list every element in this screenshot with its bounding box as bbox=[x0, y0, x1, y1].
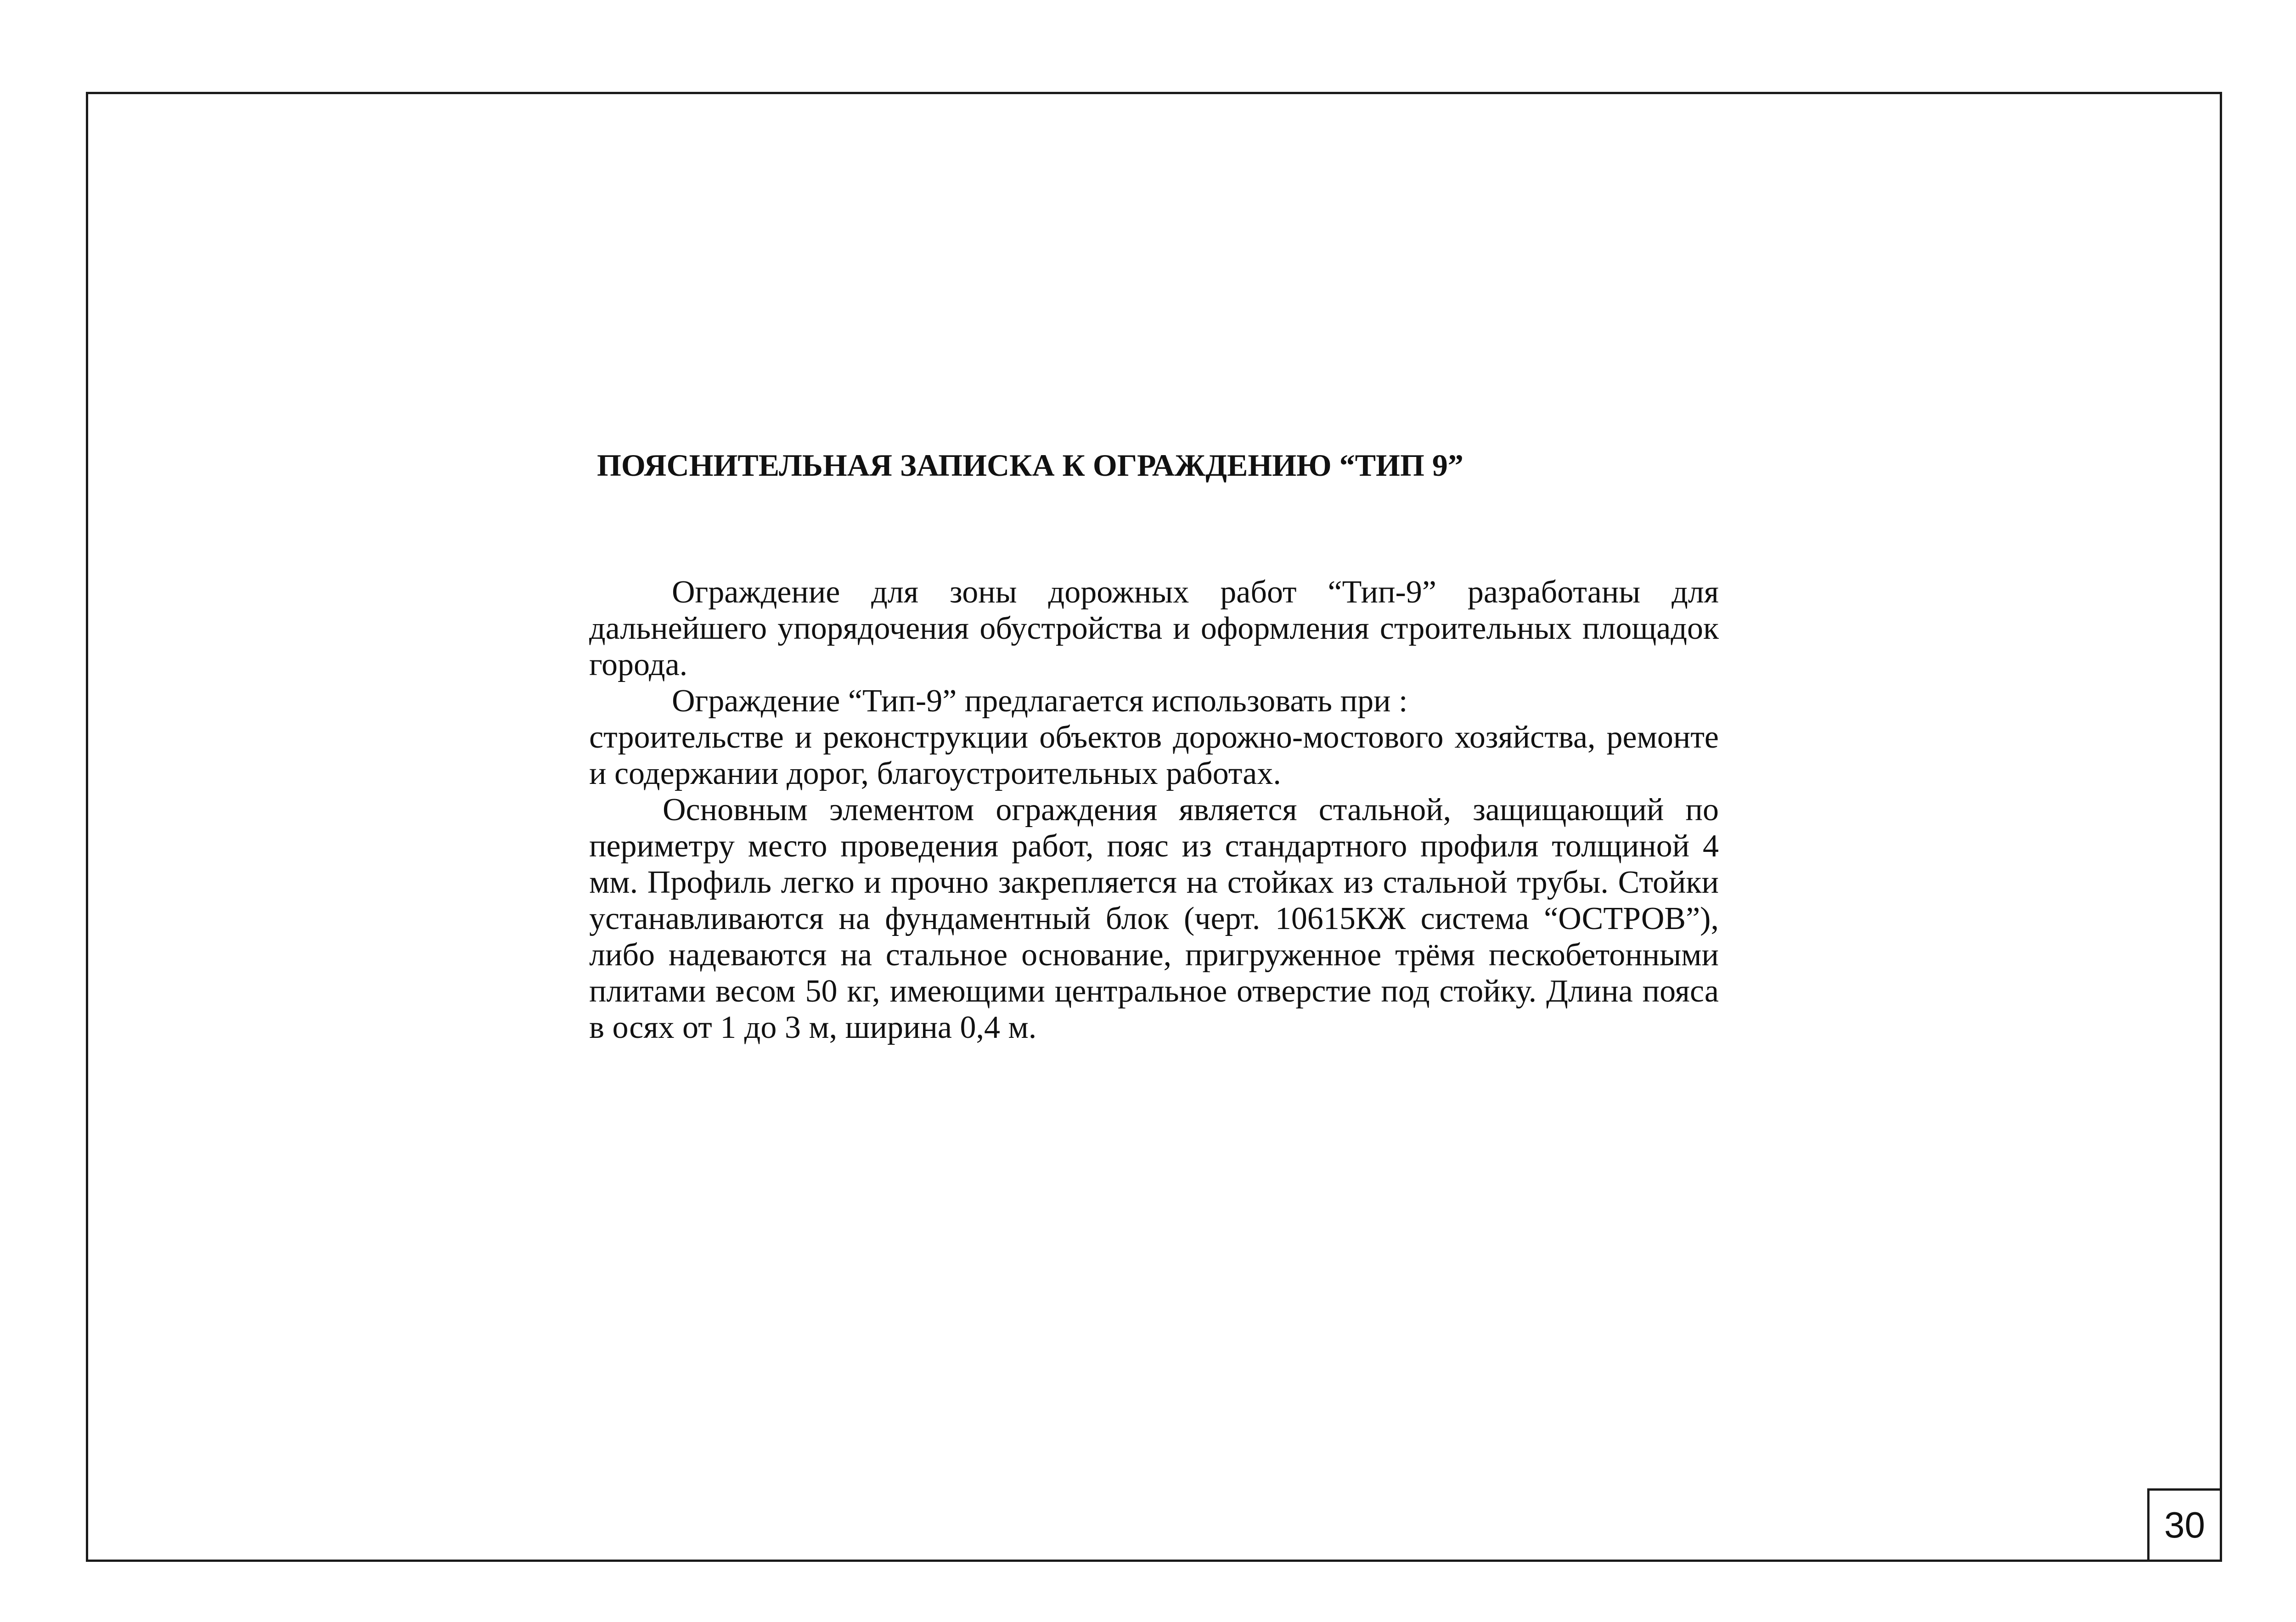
note-body bbox=[589, 574, 1719, 1046]
paragraph-purpose: Ограждение для зоны дорожных работ “Тип-9” разработаны для дальнейшего упорядочения обустройства и оформления строительных площадок города. bbox=[589, 574, 1719, 682]
paragraph-usage-list: строительстве и реконструкции объектов дорожно-мостового хозяйства, ремонте и содержании дорог, благоустроительных работах. bbox=[589, 720, 1719, 791]
page-title: ПОЯСНИТЕЛЬНАЯ ЗАПИСКА К ОГРАЖДЕНИЮ “ТИП 9” bbox=[597, 448, 1463, 483]
paragraph-description: Основным элементом ограждения является стальной, защищающий по периметру место проведения работ, пояс из стандартного профиля толщиной 4 мм. Профиль легко и прочно закрепляется на стойках из стальной трубы. Стойки устанавливаются на фундаментный блок (черт. 10615КЖ система “ОСТРОВ”), либо надеваются на стальное основание, пригруженное трёмя пескобетонными плитами весом 50 кг, имеющими центральное отверстие под стойку. Длина пояса в осях от 1 до 3 м, ширина 0,4 м. bbox=[589, 792, 1719, 1045]
page-number: 30 bbox=[2147, 1488, 2222, 1562]
paragraph-usage-intro: Ограждение “Тип-9” предлагается использовать при : bbox=[672, 683, 1408, 719]
